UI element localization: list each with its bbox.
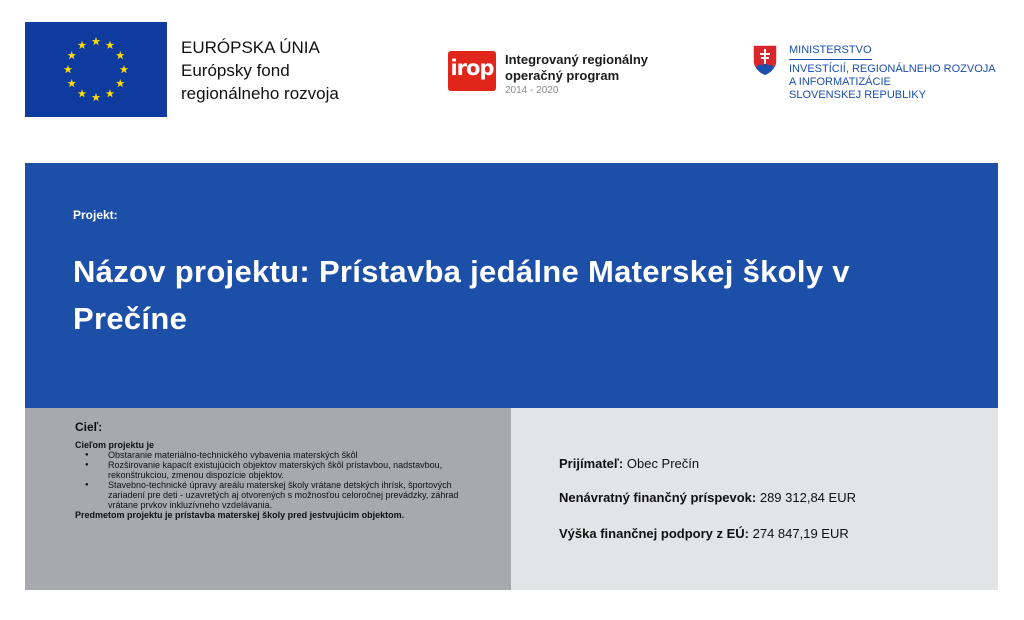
irop-text (505, 52, 648, 97)
ministry-line1: MINISTERSTVO (789, 44, 872, 60)
project-banner (25, 163, 998, 408)
grant-label: Nenávratný finančný príspevok: (559, 490, 760, 505)
eu-star-icon (64, 65, 73, 73)
goal-panel (25, 408, 511, 590)
eu-star-icon (120, 65, 129, 73)
eu-support-value: 274 847,19 EUR (752, 526, 849, 541)
grant-row (559, 490, 856, 505)
eu-support-row (559, 526, 849, 541)
ministry-line4: SLOVENSKEJ REPUBLIKY (789, 89, 926, 101)
eu-flag-icon (25, 22, 167, 117)
eu-star-icon (78, 89, 87, 97)
project-label: Projekt: (73, 208, 118, 222)
ministry-line3: A INFORMATIZÁCIE (789, 76, 891, 88)
eu-line3: regionálneho rozvoja (181, 84, 339, 103)
eu-star-icon (116, 51, 125, 59)
eu-support-label: Výška finančnej podpory z EÚ: (559, 526, 753, 541)
eu-star-icon (67, 51, 76, 59)
irop-badge-text: irop (450, 56, 494, 80)
goal-title: Cieľ: (75, 420, 103, 434)
goal-lead: Cieľom projektu je (75, 440, 154, 450)
eu-star-icon (92, 93, 101, 101)
goal-item: ● Rozširovanie kapacít existujúcich objektov materských škôl prístavbou, nadstavbou, rekonštrukciou, zmenou dispozície objektov. (75, 460, 475, 480)
goal-item: ● Obstaranie materiálno-technického vybavenia materských škôl (75, 450, 475, 460)
irop-line3: 2014 - 2020 (505, 85, 559, 96)
recipient-value: Obec Prečín (626, 456, 700, 471)
eu-star-icon (116, 79, 125, 87)
eu-star-icon (67, 79, 76, 87)
ministry-text (789, 44, 996, 102)
eu-stars (25, 22, 167, 117)
ministry-line2: INVESTÍCIÍ, REGIONÁLNEHO ROZVOJA (789, 63, 996, 75)
slovak-coat-of-arms-icon (752, 44, 778, 76)
goal-closing: Predmetom projektu je prístavba materskej školy pred jestvujúcim objektom. (75, 510, 405, 520)
irop-line1: Integrovaný regionálny (505, 52, 649, 67)
eu-star-icon (106, 89, 115, 97)
goal-item: ● Stavebno-technické úpravy areálu materskej školy vrátane detských ihrísk, športových zariadení pre deti - uzavretých aj otvorených s možnosťou celoročnej prevádzky, záhrad vrátane prvkov inkluzívneho vzdelávania. (75, 480, 475, 510)
funding-info-panel (511, 408, 998, 590)
eu-star-icon (106, 41, 115, 49)
irop-logo-icon (448, 51, 496, 91)
project-title: Názov projektu: Prístavba jedálne Materskej školy v Prečíne (73, 254, 850, 336)
eu-line1: EURÓPSKA ÚNIA (181, 38, 320, 57)
recipient-label: Prijímateľ: (559, 456, 627, 471)
eu-star-icon (78, 41, 87, 49)
irop-line2: operačný program (505, 68, 620, 83)
eu-fund-text (181, 36, 339, 105)
eu-star-icon (92, 37, 101, 45)
grant-value: 289 312,84 EUR (759, 490, 856, 505)
recipient-row (559, 456, 699, 471)
eu-line2: Európsky fond (181, 61, 290, 80)
goal-list (75, 450, 475, 510)
